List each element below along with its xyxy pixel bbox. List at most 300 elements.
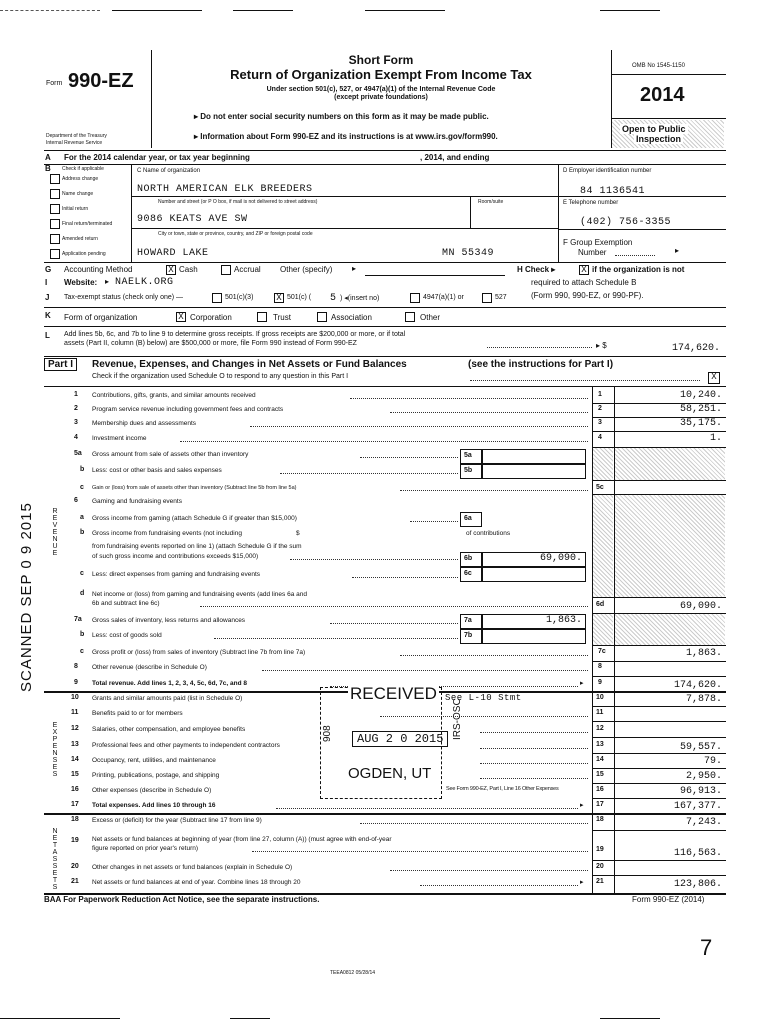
section-b-divider [131, 164, 132, 262]
association-checkbox[interactable] [317, 312, 327, 322]
net-assets-side-label: NET ASSETS [52, 828, 58, 891]
line-leader [214, 638, 458, 639]
line-number: 15 [71, 771, 79, 778]
line-10-statement: See L-10 Stmt [445, 693, 522, 703]
scan-edge-mark [0, 1018, 120, 1019]
shaded-cell [615, 495, 725, 597]
line-number: 11 [71, 709, 79, 716]
expenses-section-rule [44, 813, 726, 815]
expenses-side-label: EXPENSES [52, 722, 58, 778]
row-rule [592, 721, 726, 722]
line-1-text: Contributions, gifts, grants, and similar amounts received [92, 392, 256, 399]
line-2-text: Program service revenue including government fees and contracts [92, 406, 284, 413]
line-leader [480, 748, 588, 749]
scan-edge-mark [600, 10, 660, 11]
association-label: Association [331, 313, 372, 322]
row-rule [592, 676, 726, 677]
501c3-checkbox[interactable] [212, 293, 222, 303]
received-stamp-number: 908 [322, 725, 333, 742]
line-16-amount[interactable]: 96,913. [679, 786, 722, 797]
line-h-check-label: H Check [517, 265, 550, 274]
final-return-label: Final return/terminated [62, 221, 113, 227]
line-leader [200, 606, 588, 607]
line-leader [252, 851, 588, 852]
line-6d-amount[interactable]: 69,090. [679, 601, 722, 612]
line-number: 14 [71, 756, 79, 763]
open-to-public: Open to Public [622, 124, 686, 134]
line-box-number: 19 [596, 846, 604, 853]
line-18-text: Excess or (deficit) for the year (Subtract line 17 from line 9) [92, 817, 262, 824]
form-of-org-label: Form of organization [64, 313, 138, 322]
line-leader [390, 870, 588, 871]
line-leader [330, 623, 458, 624]
line-number: c [80, 484, 84, 491]
received-stamp-title: RECEIVED [350, 684, 437, 703]
other-org-checkbox[interactable] [405, 312, 415, 322]
line-leader [360, 823, 588, 824]
row-rule [592, 830, 726, 831]
line-21-amount[interactable]: 123,806. [673, 879, 722, 890]
line-box-number: 17 [596, 801, 604, 808]
row-rule [592, 798, 726, 799]
line-6d-text: Net income or (loss) from gaming and fundraising events (add lines 6a and [92, 591, 307, 598]
line-j-rule [44, 307, 726, 308]
line-5a-text: Gross amount from sale of assets other than inventory [92, 451, 249, 458]
tax-exempt-label: Tax-exempt status (check only one) — [64, 294, 184, 301]
name-change-label: Name change [62, 191, 94, 197]
line-leader [262, 670, 588, 671]
group-exemption-field[interactable] [615, 255, 655, 256]
line-1-amount[interactable]: 10,240. [679, 390, 722, 401]
line-leader [410, 521, 458, 522]
row-rule [592, 783, 726, 784]
line-19-text-2: figure reported on prior year's return) [92, 845, 199, 852]
line-17-text: Total expenses. Add lines 10 through 16 [92, 802, 216, 809]
other-method-field[interactable] [365, 275, 505, 276]
omb-number: OMB No 1545-1150 [632, 63, 685, 69]
arrow-icon: ▸ [675, 246, 680, 255]
form-subtitle-2: (except private foundations) [334, 94, 428, 101]
insert-no-label: ) ◂(insert no) [340, 295, 380, 302]
line-number: 3 [74, 419, 78, 426]
trust-label: Trust [273, 313, 291, 322]
phone-label: E Telephone number [563, 200, 619, 206]
line-number: c [80, 648, 84, 655]
shaded-cell [593, 614, 613, 645]
line-10-amount[interactable]: 7,878. [685, 694, 722, 705]
inspection-label: Inspection [636, 134, 682, 144]
part1-title-instructions: (see the instructions for Part I) [468, 359, 614, 370]
line-box-number: 7c [598, 648, 606, 655]
org-name[interactable]: NORTH AMERICAN ELK BREEDERS [137, 184, 313, 195]
line-box-number: 5b [464, 467, 473, 474]
year-divider [611, 118, 726, 119]
line-6b-dollar: $ [296, 530, 300, 537]
schedule-o-checkbox[interactable]: X [708, 372, 720, 384]
other-method-label: Other (specify) [280, 265, 333, 274]
line-number: 12 [71, 725, 79, 732]
name-change-checkbox[interactable] [50, 189, 60, 199]
line-5b-inner-field[interactable] [482, 464, 586, 479]
phone-value[interactable]: (402) 756-3355 [580, 217, 672, 228]
notice-ssn-text: Do not enter social security numbers on this form as it may be made public. [200, 112, 489, 121]
line-5a-inner-field[interactable] [482, 449, 586, 464]
line-number: 6 [74, 497, 78, 504]
501c-number[interactable]: 5 [330, 293, 337, 304]
line-box-number: 21 [596, 878, 604, 885]
line-leader [480, 778, 588, 779]
room-divider [470, 196, 471, 229]
line-21-text: Net assets or fund balances at end of year. Combine lines 18 through 20 [92, 879, 301, 886]
revenue-side-label: REVENUE [52, 508, 58, 557]
line-h-label: H Check ▸ [517, 265, 556, 274]
line-18-amount[interactable]: 7,243. [685, 817, 722, 828]
form-prefix: Form [46, 80, 63, 87]
tax-year: 2014 [640, 84, 685, 106]
row-rule [592, 860, 726, 861]
row-rule [592, 597, 726, 598]
4947-checkbox[interactable] [410, 293, 420, 303]
corporation-label: Corporation [190, 313, 232, 322]
line-box-number: 18 [596, 816, 604, 823]
line-7c-amount[interactable]: 1,863. [685, 648, 722, 659]
ein-rule [558, 196, 726, 197]
line-number: 20 [71, 863, 79, 870]
line-number: 2 [74, 405, 78, 412]
line-4-amount[interactable]: 1. [709, 433, 722, 444]
501c-checkbox[interactable]: X [274, 293, 284, 303]
address-change-checkbox[interactable] [50, 174, 60, 184]
form-title: Return of Organization Exempt From Income Tax [230, 67, 532, 82]
line-7c-text: Gross profit or (loss) from sales of inventory (Subtract line 7b from line 7a) [92, 649, 306, 656]
group-exemption-label: F Group Exemption [563, 238, 633, 247]
line-10-text: Grants and similar amounts paid (list in Schedule O) [92, 695, 243, 702]
city[interactable]: HOWARD LAKE [137, 248, 209, 259]
line-11-text: Benefits paid to or for members [92, 710, 183, 717]
527-label: 527 [495, 294, 507, 301]
part1-tag: Part I [44, 358, 77, 371]
line-2-amount[interactable]: 58,251. [679, 404, 722, 415]
line-7a-amount[interactable]: 1,863. [545, 615, 582, 626]
line-4-text: Investment income [92, 435, 147, 442]
omb-divider [611, 74, 726, 75]
line-a-text: For the 2014 calendar year, or tax year beginning [64, 153, 250, 162]
section-b-letter: B [45, 164, 51, 173]
accrual-label: Accrual [234, 265, 261, 274]
schedule-o-check-text: Check if the organization used Schedule O to respond to any question in this Part I [92, 373, 349, 380]
corporation-checkbox[interactable]: X [176, 312, 186, 322]
line-6b-text: Gross income from fundraising events (not including [92, 530, 242, 537]
501c3-label: 501(c)(3) [225, 294, 254, 301]
schedule-o-leader [470, 380, 700, 381]
line-16-text: Other expenses (describe in Schedule O) [92, 787, 212, 794]
line-number: 19 [71, 837, 79, 844]
row-rule [592, 661, 726, 662]
other-org-label: Other [420, 313, 441, 322]
line-l-rule [44, 356, 726, 357]
line-leader [280, 473, 458, 474]
line-number: 16 [71, 786, 79, 793]
line-20-text: Other changes in net assets or fund balances (explain in Schedule O) [92, 864, 293, 871]
line-6b-contributions: of contributions [466, 530, 511, 537]
line-a-mid: , 2014, and ending [420, 153, 490, 162]
row-rule [592, 480, 726, 481]
dept-treasury: Department of the Treasury [46, 133, 107, 139]
line-6-text: Gaming and fundraising events [92, 498, 182, 505]
amended-return-label: Amended return [62, 236, 98, 242]
line-14-text: Occupancy, rent, utilities, and maintenance [92, 757, 216, 764]
org-name-rule [131, 196, 558, 197]
initial-return-checkbox[interactable] [50, 204, 60, 214]
line-number: 7a [74, 616, 82, 623]
line-box-number: 15 [596, 771, 604, 778]
arrow-icon: ▸ [580, 879, 584, 886]
line-box-number: 2 [598, 405, 602, 412]
dept-irs: Internal Revenue Service [46, 140, 103, 146]
row-rule [592, 431, 726, 432]
street-address[interactable]: 9086 KEATS AVE SW [137, 214, 248, 225]
cash-checkbox[interactable]: X [166, 265, 176, 275]
line-leader [400, 655, 588, 656]
section-bc-bottom-rule [44, 262, 726, 263]
shaded-cell [593, 448, 613, 480]
city-label: City or town, state or province, country, and ZIP or foreign postal code [158, 231, 313, 237]
line-box-number: 7b [464, 632, 473, 639]
line-box-number: 6a [464, 515, 472, 522]
line-6c-text: Less: direct expenses from gaming and fundraising events [92, 571, 261, 578]
501c-label: 501(c) ( [287, 294, 312, 301]
row-rule [592, 753, 726, 754]
website-value[interactable]: NAELK.ORG [115, 277, 174, 288]
application-pending-checkbox[interactable] [50, 249, 60, 259]
schedule-b-checkbox[interactable]: X [579, 265, 589, 275]
line-leader [350, 398, 588, 399]
line-box-number: 7a [464, 617, 472, 624]
footer-code: TEEA0812 05/28/14 [330, 970, 376, 976]
line-number: 13 [71, 741, 79, 748]
notice-info: ▸ Information about Form 990-EZ and its instructions is at www.irs.gov/form990. [194, 132, 498, 141]
line-6b-text-2: from fundraising events reported on line 1) (attach Schedule G if the sum [92, 543, 302, 550]
line-6b-text-3: of such gross income and contributions exceeds $15,000) [92, 553, 259, 560]
line-a-letter: A [45, 153, 51, 162]
group-exemption-number-label: Number [578, 248, 607, 257]
room-label: Room/suite [478, 199, 504, 205]
line-6d-text-2: 6b and subtract line 6c) [92, 600, 160, 607]
line-leader [480, 732, 588, 733]
line-5c-text: Gain or (loss) from sale of assets other than inventory (Subtract line 5b from line 5a) [92, 485, 297, 491]
notice-ssn: ▸ Do not enter social security numbers on this form as it may be made public. [194, 112, 489, 121]
line-box-number: 16 [596, 786, 604, 793]
shaded-cell [615, 614, 725, 645]
footer-form-id: Form 990-EZ (2014) [632, 895, 705, 904]
line-number: b [80, 631, 85, 638]
line-6c-inner-field[interactable] [482, 567, 586, 582]
scanned-stamp: SCANNED SEP 0 9 2015 [18, 502, 35, 692]
line-box-number: 13 [596, 741, 604, 748]
shaded-cell [615, 448, 725, 480]
schedule-b-text: if the organization is not [592, 265, 685, 274]
line-16-statement: See Form 990-EZ, Part I, Line 16 Other Expenses [446, 786, 559, 792]
line-number: d [80, 590, 85, 597]
trust-checkbox[interactable] [257, 312, 267, 322]
line-box-number: 9 [598, 679, 602, 686]
line-leader [250, 426, 588, 427]
line-l-text: Add lines 5b, 6c, and 7b to line 9 to determine gross receipts. If gross receipts are $200,000 or more, or if total [64, 331, 406, 338]
handwritten-mark: 7 [700, 935, 713, 960]
part1-header-rule [44, 386, 726, 387]
line-g-letter: G [45, 265, 52, 274]
form-number: 990-EZ [68, 70, 134, 92]
scan-edge-mark [112, 10, 202, 11]
line-8-text: Other revenue (describe in Schedule O) [92, 664, 207, 671]
received-stamp-side-code: IRS-OSC [452, 698, 463, 740]
line-15-text: Printing, publications, postage, and shipping [92, 772, 220, 779]
final-return-checkbox[interactable] [50, 219, 60, 229]
line-leader [420, 885, 578, 886]
short-form-label: Short Form [348, 53, 414, 67]
org-name-label: C Name of organization [137, 168, 201, 174]
part1-title: Revenue, Expenses, and Changes in Net Assets or Fund Balances [92, 359, 407, 370]
line-6b-amount[interactable]: 69,090. [539, 553, 582, 564]
line-i-letter: I [45, 278, 48, 287]
row-rule [592, 768, 726, 769]
line-number: 21 [71, 878, 79, 885]
scan-edge-mark [230, 1018, 270, 1019]
address-change-label: Address change [62, 176, 99, 182]
line-leader [290, 559, 458, 560]
line-leader [352, 577, 458, 578]
line-number: a [80, 514, 84, 521]
line-box-number: 14 [596, 756, 604, 763]
cash-label: Cash [179, 265, 198, 274]
line-box-number: 6b [464, 555, 473, 562]
line-box-number: 5a [464, 452, 472, 459]
line-7a-text: Gross sales of inventory, less returns and allowances [92, 617, 246, 624]
line-a-rule [44, 164, 726, 165]
row-rule [592, 706, 726, 707]
line-j-letter: J [45, 293, 50, 302]
line-box-number: 3 [598, 419, 602, 426]
line-17-amount[interactable]: 167,377. [673, 801, 722, 812]
line-19-text: Net assets or fund balances at beginning of year (from line 27, column (A)) (must agree with end-of-year [92, 836, 392, 843]
arrow-icon: ▸ [352, 264, 357, 273]
arrow-icon: ▸ [580, 802, 584, 809]
line-12-text: Salaries, other compensation, and employee benefits [92, 726, 246, 733]
line-number: 4 [74, 434, 78, 441]
4947-label: 4947(a)(1) or [423, 294, 464, 301]
phone-rule [558, 229, 726, 230]
line-5b-text: Less: cost or other basis and sales expenses [92, 467, 222, 474]
line-3-amount[interactable]: 35,175. [679, 418, 722, 429]
line-7b-text: Less: cost of goods sold [92, 632, 162, 639]
row-rule [592, 737, 726, 738]
street-rule [131, 228, 558, 229]
line-3-text: Membership dues and assessments [92, 420, 197, 427]
scan-edge-mark [600, 1018, 660, 1019]
line-number: b [80, 529, 85, 536]
line-number: b [80, 466, 85, 473]
footer-baa: BAA For Paperwork Reduction Act Notice, see the separate instructions. [44, 895, 320, 904]
received-stamp-date: AUG 2 0 2015 [352, 731, 448, 747]
line-box-number: 6c [464, 570, 472, 577]
line-l-text-2: assets (Part II, column (B) below) are $500,000 or more, file Form 990 instead of Form 990-EZ [64, 340, 357, 347]
section-b-label: Check if applicable [62, 166, 104, 172]
notice-info-text: Information about Form 990-EZ and its instructions is at www.irs.gov/form990. [200, 132, 498, 141]
line-7b-inner-field[interactable] [482, 629, 586, 644]
gross-receipts-amount[interactable]: 174,620. [671, 343, 720, 354]
line-number: 8 [74, 663, 78, 670]
line-15-amount[interactable]: 2,950. [685, 771, 722, 782]
line-box-number: 8 [598, 663, 602, 670]
amended-return-checkbox[interactable] [50, 234, 60, 244]
line-box-number: 4 [598, 434, 602, 441]
website-label: Website: [64, 278, 98, 287]
application-pending-label: Application pending [62, 251, 106, 257]
scan-edge-mark [365, 10, 445, 11]
shaded-cell [593, 495, 613, 597]
line-box-number: 1 [598, 391, 602, 398]
ein-value[interactable]: 84 1136541 [580, 186, 646, 197]
line-9-text: Total revenue. Add lines 1, 2, 3, 4, 5c, 6d, 7c, and 8 [92, 680, 247, 687]
527-checkbox[interactable] [482, 293, 492, 303]
scan-edge-mark [233, 10, 293, 11]
line-leader [276, 808, 578, 809]
initial-return-label: Initial return [62, 206, 89, 212]
line-box-number: 6d [596, 601, 605, 608]
scan-edge-mark [0, 10, 100, 11]
line-14-amount[interactable]: 79. [703, 756, 722, 767]
line-19-amount[interactable]: 116,563. [673, 848, 722, 859]
line-l-leader [487, 347, 592, 348]
line-number: 10 [71, 694, 79, 701]
row-rule [592, 645, 726, 646]
line-l-letter: L [45, 331, 50, 340]
form-subtitle: Under section 501(c), 527, or 4947(a)(1) of the Internal Revenue Code [266, 86, 496, 93]
line-leader [480, 763, 588, 764]
line-l-dollar: ▸ $ [596, 341, 607, 350]
line-number: 17 [71, 801, 79, 808]
line-6a-text: Gross income from gaming (attach Schedule G if greater than $15,000) [92, 515, 297, 522]
line-number: 18 [71, 816, 79, 823]
section-c-divider [558, 164, 559, 262]
arrow-icon: ▸ [580, 680, 584, 687]
line-box-number: 10 [596, 694, 604, 701]
line-number: c [80, 570, 84, 577]
line-leader [400, 490, 588, 491]
line-number: 9 [74, 679, 78, 686]
accrual-checkbox[interactable] [221, 265, 231, 275]
schedule-b-text-3: (Form 990, 990-EZ, or 990-PF). [531, 291, 644, 300]
header-bottom-rule [44, 150, 726, 151]
line-13-amount[interactable]: 59,557. [679, 742, 722, 753]
line-leader [360, 457, 458, 458]
line-9-amount[interactable]: 174,620. [673, 680, 722, 691]
line-k-rule [44, 326, 726, 327]
arrow-icon: ▸ [105, 277, 110, 286]
state-zip[interactable]: MN 55349 [442, 248, 495, 259]
schedule-b-text-2: required to attach Schedule B [531, 278, 637, 287]
received-stamp-city: OGDEN, UT [348, 765, 432, 782]
line-box-number: 11 [596, 709, 604, 716]
line-13-text: Professional fees and other payments to independent contractors [92, 742, 280, 749]
line-number: 5a [74, 450, 82, 457]
ein-label: D Employer identification number [563, 168, 652, 174]
line-box-number: 20 [596, 863, 604, 870]
line-leader [390, 412, 588, 413]
street-label: Number and street (or P O box, if mail is not delivered to street address) [158, 199, 318, 205]
line-box-number: 5c [596, 484, 604, 491]
line-leader [180, 441, 588, 442]
